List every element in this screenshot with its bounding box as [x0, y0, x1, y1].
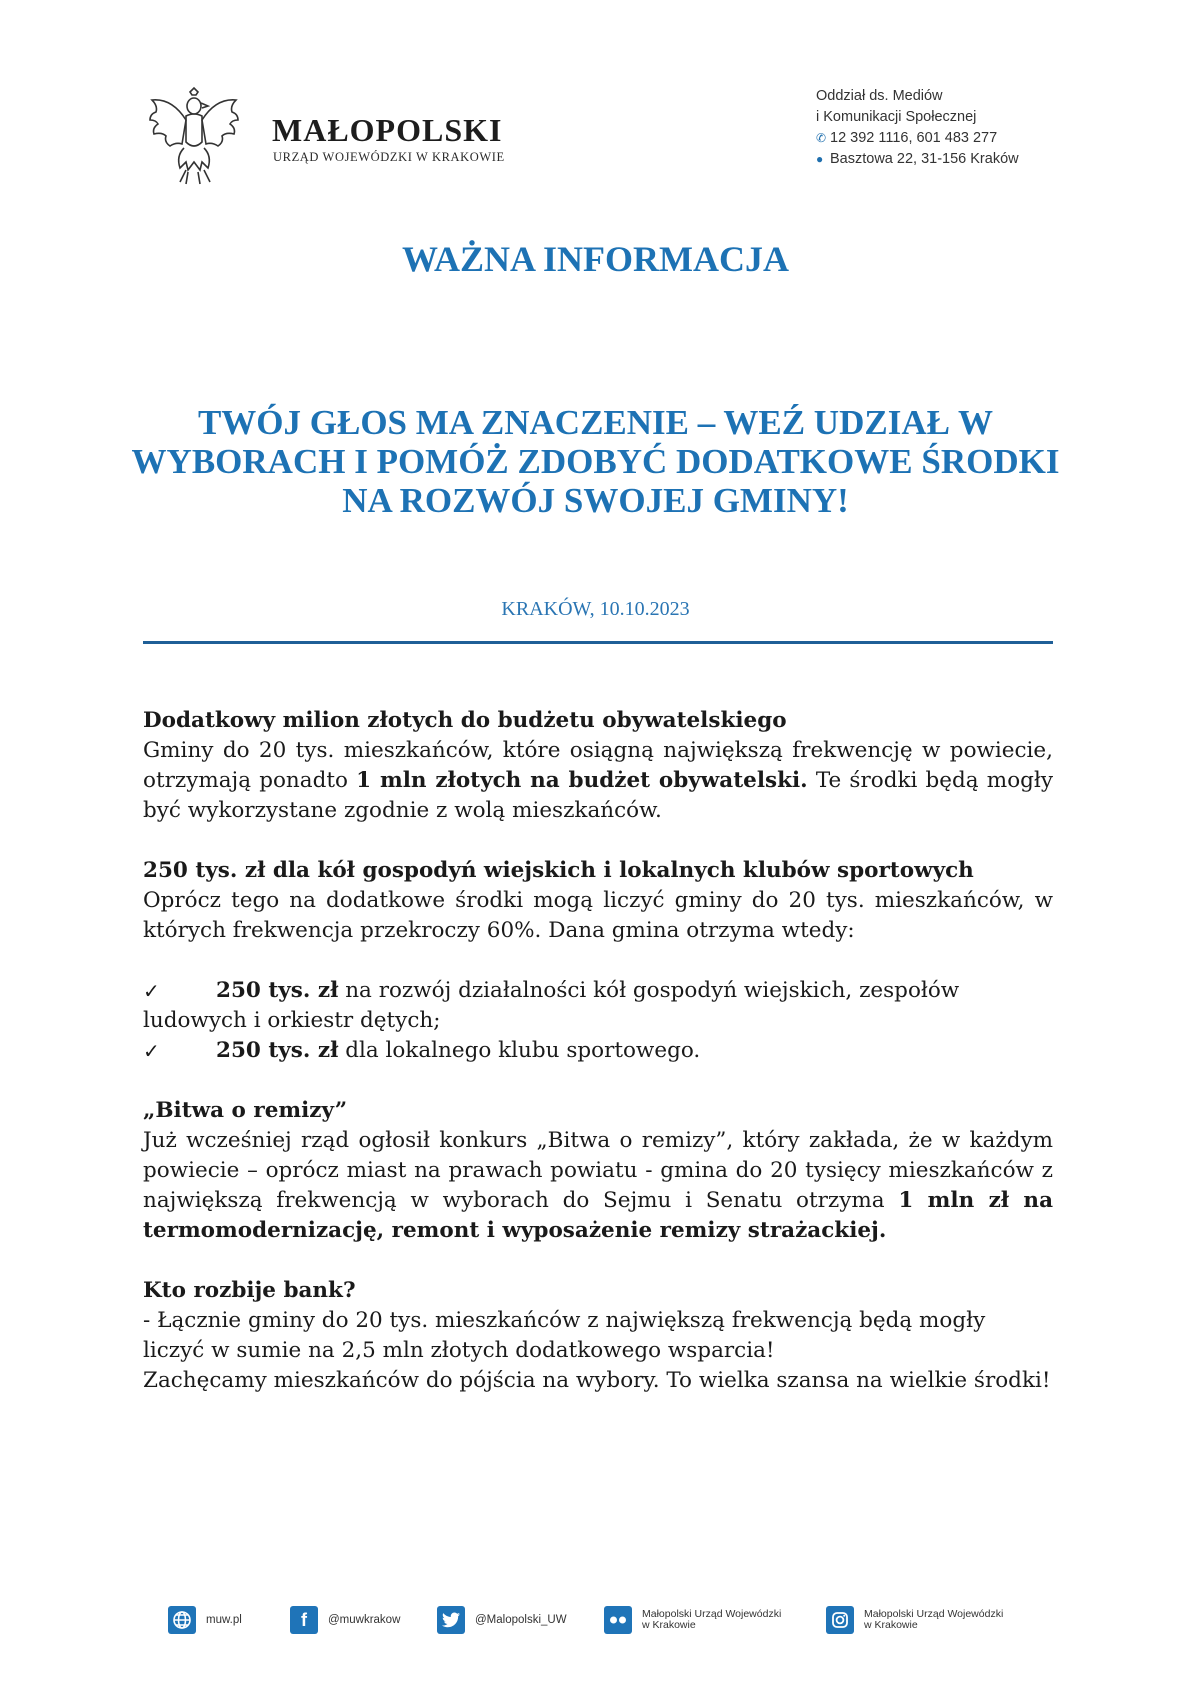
- logo-title: MAŁOPOLSKI: [272, 112, 503, 148]
- footer-web-link[interactable]: [168, 1606, 242, 1634]
- section-2-heading: 250 tys. zł dla kół gospodyń wiejskich i lokalnych klubów sportowych: [143, 858, 974, 883]
- footer-web-label: muw.pl: [206, 1614, 242, 1626]
- bullet-2-bold: 250 tys. zł: [216, 1038, 339, 1063]
- section-1-heading: Dodatkowy milion złotych do budżetu obywatelskiego: [143, 708, 787, 733]
- divider: [143, 641, 1053, 644]
- footer-instagram-link[interactable]: [826, 1606, 1003, 1634]
- contact-phone-row: [816, 128, 1019, 149]
- section-2-text: Oprócz tego na dodatkowe środki mogą liczyć gminy do 20 tys. mieszkańców, w których frekwencja przekroczy 60%. Dana gmina otrzyma wtedy:: [143, 888, 1053, 943]
- section-1-text-bold: 1 mln złotych na budżet obywatelski.: [356, 768, 808, 793]
- section-3-heading: „Bitwa o remizy”: [143, 1098, 348, 1123]
- footer-flickr-label-2: w Krakowie: [642, 1619, 696, 1631]
- footer-instagram-label-1: Małopolski Urząd Wojewódzki: [864, 1608, 1004, 1620]
- globe-icon: [168, 1606, 196, 1634]
- logo-subtitle: URZĄD WOJEWÓDZKI W KRAKOWIE: [273, 150, 505, 164]
- contact-department: Oddział ds. Mediów: [816, 88, 943, 104]
- eagle-emblem-icon: [146, 86, 242, 188]
- bullet-1-bold: 250 tys. zł: [216, 978, 339, 1003]
- twitter-icon: [437, 1606, 465, 1634]
- footer-flickr-label-1: Małopolski Urząd Wojewódzki: [642, 1608, 782, 1620]
- contact-phone: 12 392 1116, 601 483 277: [830, 130, 998, 146]
- footer-twitter-label: @Malopolski_UW: [475, 1614, 567, 1626]
- section-4-heading: Kto rozbije bank?: [143, 1278, 356, 1303]
- alert-title: WAŻNA INFORMACJA: [402, 239, 789, 279]
- section-4-text-1: - Łącznie gminy do 20 tys. mieszkańców z największą frekwencją będą mogły liczyć w sumie na 2,5 mln złotych dodatkowego wsparcia!: [143, 1308, 986, 1363]
- phone-icon: ✆: [816, 131, 827, 145]
- section-3-text-a: Już wcześniej rząd ogłosił konkurs „Bitwa o remizy”, który zakłada, że w każdym powiecie – oprócz miast na prawach powiatu - gmina do 20 tysięcy mieszkańców z największą frekwencją w wyborach do Sejmu i Senatu otrzyma: [143, 1128, 1053, 1213]
- instagram-icon: [826, 1606, 854, 1634]
- footer-instagram-label-2: w Krakowie: [864, 1619, 918, 1631]
- contact-address: Basztowa 22, 31-156 Kraków: [830, 151, 1019, 167]
- flickr-icon: [604, 1606, 632, 1634]
- bullet-2: [143, 1036, 1053, 1066]
- footer-facebook-label: @muwkrakow: [328, 1614, 401, 1626]
- place-date: KRAKÓW, 10.10.2023: [501, 598, 690, 620]
- bullet-2-text: dla lokalnego klubu sportowego.: [338, 1038, 701, 1063]
- facebook-icon: f: [290, 1606, 318, 1634]
- footer-twitter-link[interactable]: [437, 1606, 567, 1634]
- section-1-text-b: Te środki będą mogły być wykorzystane zgodnie z wolą mieszkańców.: [143, 768, 1054, 823]
- section-3-text-bold: 1 mln zł na termomodernizację, remont i wyposażenie remizy strażackiej.: [143, 1188, 1053, 1243]
- contact-address-row: [816, 149, 1019, 170]
- headline: TWÓJ GŁOS MA ZNACZENIE – WEŹ UDZIAŁ W WYBORACH I POMÓŻ ZDOBYĆ DODATKOWE ŚRODKI NA ROZWÓJ SWOJEJ GMINY!: [131, 403, 1060, 520]
- section-1-text-a: Gminy do 20 tys. mieszkańców, które osiągną największą frekwencję w powiecie, otrzymają ponadto: [143, 738, 1053, 793]
- section-3-text: [143, 1126, 1053, 1246]
- location-pin-icon: ●: [816, 152, 824, 166]
- contact-department-2: i Komunikacji Społecznej: [816, 109, 977, 125]
- bullet-1-text: na rozwój działalności kół gospodyń wiejskich, zespołów ludowych i orkiestr dętych;: [143, 978, 960, 1033]
- section-4-text-2: Zachęcamy mieszkańców do pójścia na wybory. To wielka szansa na wielkie środki!: [143, 1368, 1051, 1393]
- checkmark-icon: ✓: [143, 1039, 160, 1063]
- bullet-1: [143, 976, 1053, 1036]
- section-1-text: [143, 736, 1053, 826]
- contact-block: [816, 86, 1019, 170]
- footer-facebook-link[interactable]: [290, 1606, 400, 1634]
- footer-flickr-link[interactable]: [604, 1606, 781, 1634]
- checkmark-icon: ✓: [143, 979, 160, 1003]
